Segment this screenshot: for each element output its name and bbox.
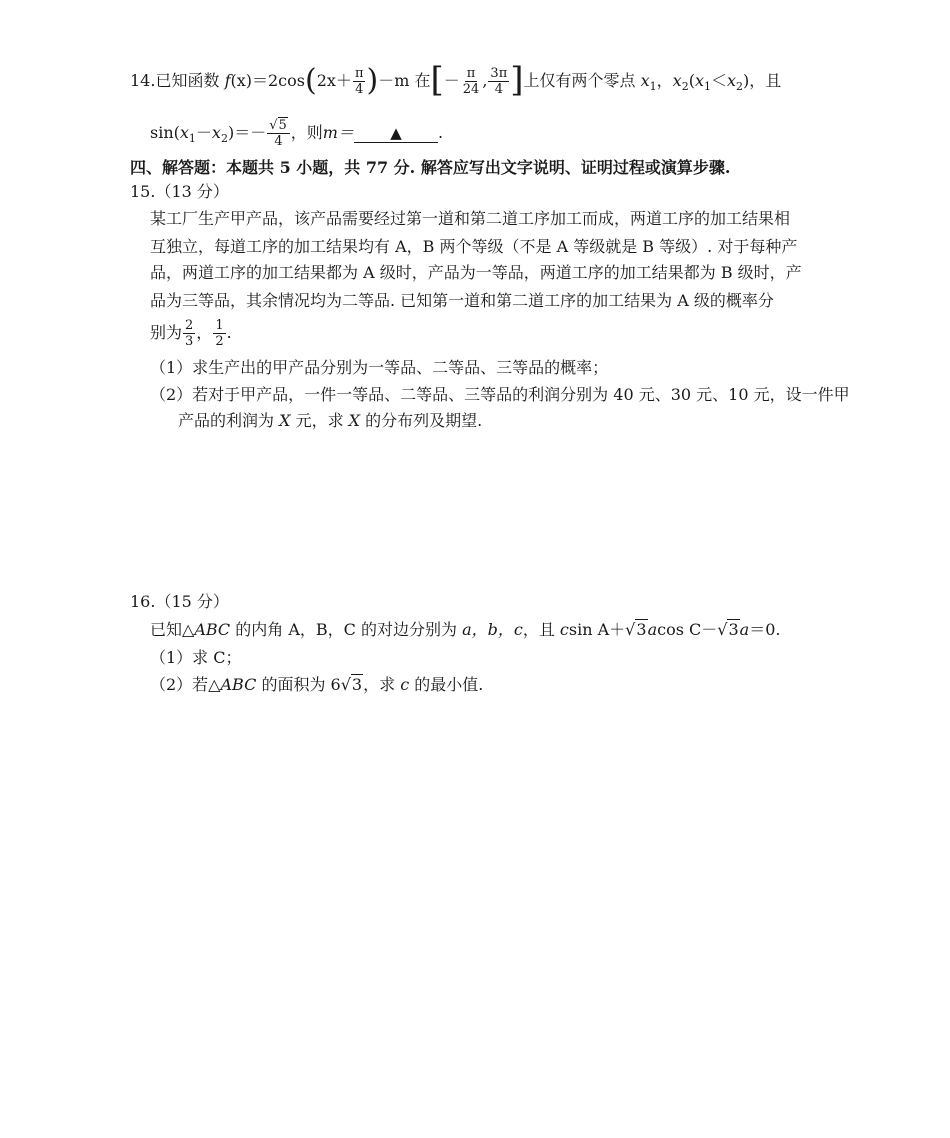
- q15-sub-2b: [178, 410, 482, 432]
- q15-para-line-4: 品为三等品，其余情况均为二等品. 已知第一道和第二道工序的加工结果为 A 级的概率分: [150, 291, 774, 310]
- q14-lt: ＜: [710, 71, 727, 90]
- q14-x2b-sub: 2: [736, 80, 744, 93]
- paren-right-glyph: ): [366, 63, 379, 98]
- q14-x2: x: [672, 71, 682, 90]
- q15-sub2b-pre: 产品的利润为: [178, 411, 280, 430]
- q15-p5-comma: ，: [196, 323, 213, 342]
- q15-frac-2-3: $\frac{2}{3}$: [185, 318, 194, 349]
- q14-zai: 在: [414, 71, 431, 90]
- q14-x1: x: [640, 71, 650, 90]
- q15-para-line-1: 某工厂生产甲产品，该产品需要经过第一道和第二道工序加工而成，两道工序的加工结果相: [150, 209, 791, 228]
- q15-p5-pre: 别为: [150, 323, 183, 342]
- q14-neg: －: [443, 71, 460, 90]
- q15-x-var-2: X: [348, 411, 361, 430]
- q14-paren-close: ): [743, 71, 750, 90]
- q14-pi-over-24: $\frac{\pi}{24}$: [462, 66, 480, 97]
- bracket-left-glyph: [: [430, 60, 444, 100]
- q16-para-line-1: [150, 619, 780, 641]
- q14-x2-sub: 2: [681, 80, 689, 93]
- answer-blank[interactable]: [354, 124, 438, 143]
- q14-line-2: [150, 118, 443, 150]
- sqrt-glyph: √3: [340, 675, 363, 694]
- q14-m-eq: m＝: [322, 123, 354, 142]
- q14-x1-sub: 1: [649, 80, 657, 93]
- q16-cosc: cos C－: [657, 620, 718, 639]
- paren-left-glyph: (: [305, 63, 317, 98]
- q14-fx: (x): [230, 71, 252, 90]
- q14-x1b-sub: 1: [703, 80, 711, 93]
- q14-eq: ＝2cos: [252, 71, 305, 90]
- q15-para-line-3: 品，两道工序的加工结果都为 A 级时，产品为一等品，两道工序的加工结果都为 B 级时，产: [150, 263, 802, 282]
- sqrt-glyph: √3: [717, 620, 739, 639]
- q14-sqrt5-over-4: $\frac{√5}{4}$: [267, 118, 290, 149]
- q16-sina: sin A＋: [568, 620, 626, 639]
- q14-paren-open: (: [688, 71, 695, 90]
- q14-l2-x1-sub: 1: [188, 132, 196, 145]
- triangle-icon: ▲: [390, 124, 402, 142]
- q14-l2-minus: －: [195, 123, 212, 142]
- q16-a1: a: [647, 620, 658, 639]
- q15-header: 15.（13 分）: [130, 182, 229, 201]
- q15-p5-end: .: [226, 323, 232, 342]
- sqrt-glyph: √5: [269, 118, 287, 133]
- q16-abc: ABC: [194, 620, 231, 639]
- q14-x1b: x: [694, 71, 704, 90]
- q14-minus-m: －m: [378, 71, 410, 90]
- q14-intro: 已知函数: [155, 71, 220, 90]
- section-heading: 四、解答题：本题共 5 小题，共 77 分. 解答应写出文字说明、证明过程或演算步骤.: [130, 158, 731, 177]
- q16-header: 16.（15 分）: [130, 592, 229, 611]
- q14-l2-x2: x: [211, 123, 221, 142]
- q16-sub-2: [150, 674, 483, 696]
- q16-sub2-pre: （2）若△: [150, 675, 221, 694]
- q14-sin: sin(: [150, 123, 180, 142]
- q14-comma: ,: [482, 71, 488, 90]
- q16-sub2-mid: 的面积为 6: [256, 675, 341, 694]
- q14-f: f: [224, 71, 231, 90]
- q14-period: .: [437, 123, 444, 142]
- bracket-right-glyph: ]: [510, 60, 524, 100]
- q16-sub-1: （1）求 C；: [150, 648, 242, 667]
- q14-l2-x2-sub: 2: [220, 132, 228, 145]
- sqrt-glyph: √3: [625, 620, 647, 639]
- q14-l2-x1: x: [179, 123, 189, 142]
- q15-sub-2a: （2）若对于甲产品，一件一等品、二等品、三等品的利润分别为 40 元、30 元、10 元，设一件甲: [150, 385, 850, 404]
- q14-qie: ，且: [749, 71, 782, 90]
- q16-p1-mid: 的内角 A，B，C 的对边分别为: [230, 620, 463, 639]
- q16-sub2-end: 的最小值.: [409, 675, 484, 694]
- q16-a2: a: [739, 620, 750, 639]
- q15-x-var: X: [279, 411, 291, 430]
- q14-ze: ，则: [290, 123, 323, 142]
- q14-after-interval: 上仅有两个零点: [523, 71, 636, 90]
- q14-sep: ，: [656, 71, 673, 90]
- q14-line-1: [130, 60, 782, 100]
- q14-pi-over-4: $\frac{\pi}{4}$: [354, 66, 364, 97]
- q16-sub2-c-pre: ，求: [363, 675, 401, 694]
- q15-sub-1: （1）求生产出的甲产品分别为一等品、二等品、三等品的概率；: [150, 358, 609, 377]
- q14-2x: 2x＋: [316, 71, 352, 90]
- q16-qie: ，且: [522, 620, 560, 639]
- q15-para-line-5: [150, 318, 232, 349]
- q15-para-line-2: 互独立，每道工序的加工结果均有 A，B 两个等级（不是 A 等级就是 B 等级）. 对于每种产: [150, 237, 798, 256]
- q16-p1-pre: 已知△: [150, 620, 195, 639]
- q15-sub2b-end: 的分布列及期望.: [360, 411, 483, 430]
- q16-c: c: [559, 620, 569, 639]
- q14-l2-eq: )＝－: [227, 123, 267, 142]
- q14-x2b: x: [727, 71, 737, 90]
- q16-sides: a，b，c: [462, 620, 523, 639]
- q14-number: 14.: [130, 71, 156, 90]
- q15-frac-1-2: $\frac{1}{2}$: [215, 318, 224, 349]
- q15-sub2b-mid: 元，求: [290, 411, 349, 430]
- q14-3pi-over-4: $\frac{3\pi}{4}$: [490, 66, 508, 97]
- q16-eq0: ＝0.: [749, 620, 781, 639]
- q16-abc-2: ABC: [220, 675, 257, 694]
- q16-c-2: c: [400, 675, 410, 694]
